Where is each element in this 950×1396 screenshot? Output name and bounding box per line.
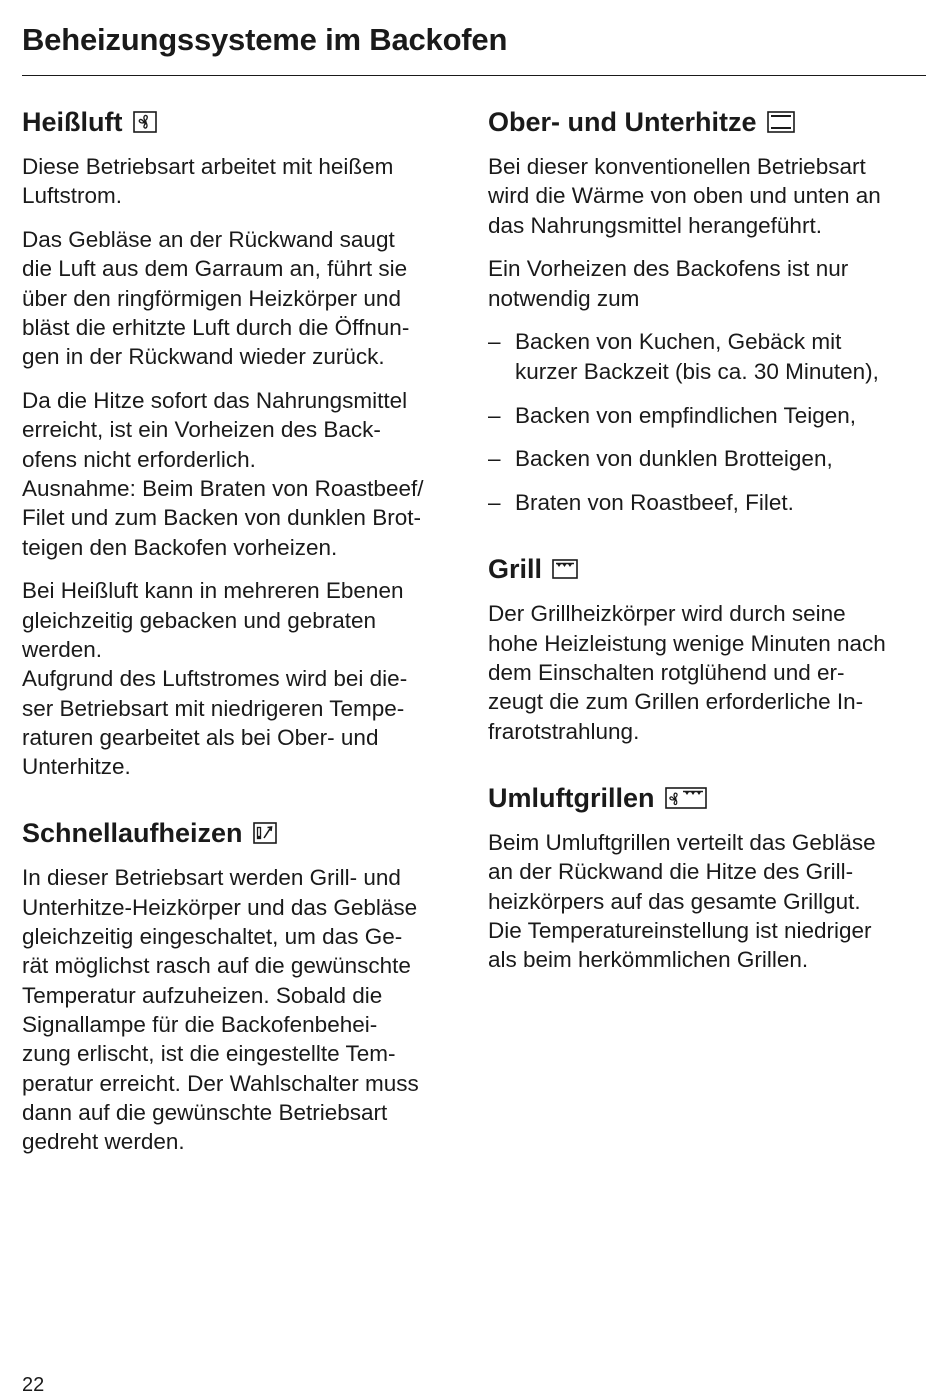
section-heading-umluftgrillen: Umluftgrillen [488,780,928,816]
right-column [488,104,928,974]
paragraph [22,863,462,1156]
title-divider [22,75,926,76]
paragraph [488,254,928,313]
text-line: Beim Umluftgrillen verteilt das Gebläse [488,829,876,855]
text-line: ser Betriebsart mit niedrigeren Tempe- [22,695,405,721]
text-line: rät möglichst rasch auf die gewünschte [22,953,411,979]
text-line: Braten von Roastbeef, Filet. [515,490,794,516]
text-line: gen in der Rückwand wieder zurück. [22,344,385,370]
list-item: – Braten von Roastbeef, Filet. [488,490,794,516]
text-line: raturen gearbeitet als bei Ober- und [22,724,379,750]
text-line: zung erlischt, ist die eingestellte Tem- [22,1041,396,1067]
list-item: – Backen von dunklen Brotteigen, [488,446,833,472]
text-line: Temperatur aufzuheizen. Sobald die [22,982,383,1008]
paragraph [22,225,462,371]
fan-grill-icon [665,787,707,809]
paragraph [22,576,462,781]
text-line: Unterhitze. [22,754,131,780]
text-line: über den ringförmigen Heizkörper und [22,285,401,311]
text-line: kurzer Backzeit (bis ca. 30 Minuten), [515,358,879,384]
text-line: Bei Heißluft kann in mehreren Ebenen [22,578,404,604]
text-line: notwendig zum [488,285,640,311]
text-line: Unterhitze-Heizkörper und das Gebläse [22,894,418,920]
left-column [22,104,462,1156]
text-line: ofens nicht erforderlich. [22,446,256,472]
text-line: Ein Vorheizen des Backofens ist nur [488,256,849,282]
text-line: Backen von dunklen Brotteigen, [515,446,833,472]
paragraph [488,828,928,974]
fan-icon [133,111,157,133]
text-line: teigen den Backofen vorheizen. [22,534,338,560]
page-title: Beheizungssysteme im Backofen [22,22,508,57]
text-line: gleichzeitig eingeschaltet, um das Ge- [22,924,403,950]
grill-icon [552,559,578,579]
rapid-heat-icon [253,822,277,844]
paragraph [488,599,928,745]
text-line: Filet und zum Backen von dunklen Brot- [22,505,421,531]
list-item: – Backen von Kuchen, Gebäck mit kurzer Backzeit (bis ca. 30 Minuten), [488,329,879,384]
text-line: frarotstrahlung. [488,718,640,744]
text-line: bläst die erhitzte Luft durch die Öffnun- [22,314,410,340]
text-line: zeugt die zum Grillen erforderliche In- [488,689,864,715]
text-line: Backen von empfindlichen Teigen, [515,402,857,428]
text-line: Da die Hitze sofort das Nahrungsmittel [22,388,408,414]
text-line: Das Gebläse an der Rückwand saugt [22,227,395,253]
section-heading-schnellaufheizen: Schnellaufheizen [22,815,462,851]
text-line: als beim herkömmlichen Grillen. [488,947,809,973]
text-line: wird die Wärme von oben und unten an [488,183,881,209]
list-item: – Backen von empfindlichen Teigen, [488,402,857,428]
text-line: heizkörpers auf das gesamte Grillgut. [488,888,861,914]
text-line: erreicht, ist ein Vorheizen des Back- [22,417,381,443]
paragraph [488,152,928,240]
text-line: peratur erreicht. Der Wahlschalter muss [22,1070,419,1096]
text-line: Der Grillheizkörper wird durch seine [488,601,846,627]
text-line: die Luft aus dem Garraum an, führt sie [22,256,408,282]
page-number: 22 [22,1374,45,1396]
top-bottom-heat-icon [767,111,795,133]
text-line: gleichzeitig gebacken und gebraten [22,607,377,633]
text-line: Backen von Kuchen, Gebäck mit [515,329,842,355]
text-line: In dieser Betriebsart werden Grill- und [22,865,401,891]
text-line: Ausnahme: Beim Braten von Roastbeef/ [22,475,424,501]
text-line: Diese Betriebsart arbeitet mit heißem [22,154,394,179]
paragraph [22,386,462,562]
paragraph [22,152,462,211]
text-line: Luftstrom. [22,183,123,209]
text-line: gedreht werden. [22,1129,185,1155]
text-line: Aufgrund des Luftstromes wird bei die- [22,666,408,692]
text-line: hohe Heizleistung wenige Minuten nach [488,630,886,656]
text-line: Signallampe für die Backofenbehei- [22,1011,378,1037]
text-line: Bei dieser konventionellen Betriebsart [488,154,866,179]
section-heading-grill: Grill [488,551,928,587]
text-line: werden. [22,636,103,662]
text-line: dem Einschalten rotglühend und er- [488,660,845,686]
section-heading-heissluft: Heißluft [22,104,462,140]
text-line: dann auf die gewünschte Betriebsart [22,1099,388,1125]
text-line: das Nahrungsmittel herangeführt. [488,212,822,238]
section-heading-ober-unterhitze: Ober- und Unterhitze [488,104,928,140]
text-line: Die Temperatureinstellung ist niedriger [488,917,872,943]
text-line: an der Rückwand die Hitze des Grill- [488,859,854,885]
